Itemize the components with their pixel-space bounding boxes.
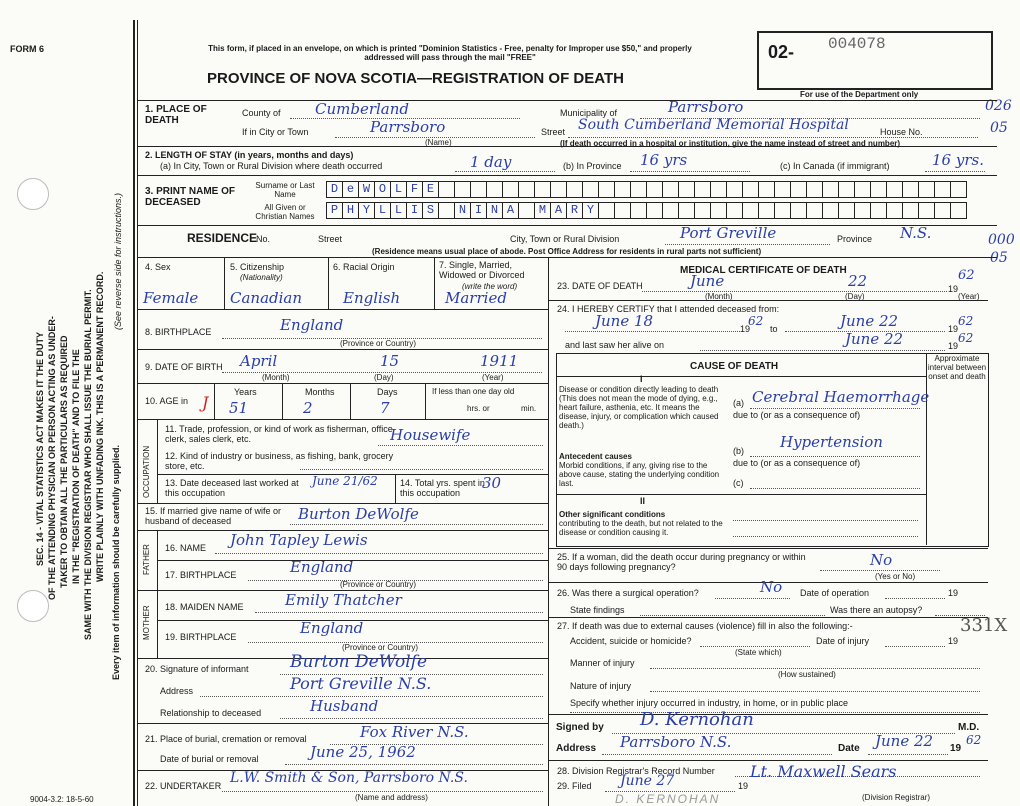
- instructions-note: (See reverse side for instructions.): [113, 192, 123, 330]
- letter-box[interactable]: [518, 181, 535, 198]
- letter-box[interactable]: [854, 181, 871, 198]
- letter-box[interactable]: [854, 202, 871, 219]
- county-value: Cumberland: [315, 100, 410, 118]
- letter-box[interactable]: [774, 202, 791, 219]
- medical-certificate-title: MEDICAL CERTIFICATE OF DEATH: [680, 265, 847, 276]
- letter-box[interactable]: [902, 181, 919, 198]
- age-years-value: 51: [229, 399, 249, 417]
- father-birthplace-value: England: [290, 558, 354, 576]
- attended-to-value: June 22: [840, 312, 899, 330]
- cause-of-death-title: CAUSE OF DEATH: [690, 361, 779, 372]
- given-names-boxes[interactable]: [326, 202, 966, 219]
- municipality-value: Parrsboro: [668, 98, 744, 116]
- letter-box[interactable]: [678, 181, 695, 198]
- permanent-record-note: WRITE PLAINLY WITH UNFADING INK. THIS IS A PERMANENT RECORD.: [95, 271, 105, 582]
- margin-code: 000: [988, 232, 1015, 248]
- letter-box[interactable]: [518, 202, 535, 219]
- letter-box[interactable]: H: [342, 202, 359, 219]
- last-saw-value: June 22: [845, 330, 904, 348]
- letter-box[interactable]: I: [406, 202, 423, 219]
- letter-box[interactable]: [630, 202, 647, 219]
- pregnancy-answer: No: [870, 551, 893, 569]
- cause-a-value: Cerebral Haemorrhage: [752, 388, 930, 406]
- binder-hole: [17, 178, 49, 210]
- letter-box[interactable]: I: [470, 202, 487, 219]
- surname-boxes[interactable]: [326, 181, 966, 198]
- letter-box[interactable]: R: [566, 202, 583, 219]
- letter-box[interactable]: [870, 202, 887, 219]
- trade-value: Housewife: [390, 426, 471, 444]
- stay-city-value: 1 day: [470, 153, 512, 171]
- letter-box[interactable]: [918, 202, 935, 219]
- letter-box[interactable]: [838, 181, 855, 198]
- letter-box[interactable]: [710, 202, 727, 219]
- letter-box[interactable]: [726, 202, 743, 219]
- left-frame: [133, 20, 135, 806]
- letter-box[interactable]: e: [342, 181, 359, 198]
- letter-box[interactable]: [950, 202, 967, 219]
- death-day-value: 22: [848, 272, 868, 290]
- letter-box[interactable]: [598, 181, 615, 198]
- letter-box[interactable]: [934, 202, 951, 219]
- letter-box[interactable]: [822, 181, 839, 198]
- sec-line: SEC. 14 - VITAL STATISTICS ACT MAKES IT THE DUTY: [35, 331, 45, 566]
- letter-box[interactable]: Y: [582, 202, 599, 219]
- letter-box[interactable]: [934, 181, 951, 198]
- letter-box[interactable]: A: [550, 202, 567, 219]
- letter-box[interactable]: [870, 181, 887, 198]
- father-name-value: John Tapley Lewis: [230, 531, 368, 549]
- letter-box[interactable]: [886, 202, 903, 219]
- stamp: D. KERNOHAN: [615, 792, 721, 806]
- letter-box[interactable]: [758, 181, 775, 198]
- age-months-value: 2: [303, 399, 313, 417]
- letter-box[interactable]: L: [390, 202, 407, 219]
- citizenship-value: Canadian: [230, 289, 303, 307]
- letter-box[interactable]: [886, 181, 903, 198]
- dob-month-value: April: [240, 352, 278, 370]
- letter-box[interactable]: L: [374, 202, 391, 219]
- letter-box[interactable]: S: [422, 202, 439, 219]
- letter-box[interactable]: [550, 181, 567, 198]
- physician-year: 62: [966, 733, 982, 747]
- residence-province-value: N.S.: [900, 224, 932, 242]
- letter-box[interactable]: [646, 181, 663, 198]
- attended-from-value: June 18: [595, 312, 654, 330]
- stay-province-value: 16 yrs: [640, 151, 688, 169]
- binder-hole: [17, 590, 49, 622]
- letter-box[interactable]: [582, 181, 599, 198]
- marital-status-value: Married: [445, 289, 507, 307]
- burial-place-value: Fox River N.S.: [360, 723, 469, 741]
- letter-box[interactable]: [838, 202, 855, 219]
- letter-box[interactable]: W: [358, 181, 375, 198]
- letter-box[interactable]: [742, 181, 759, 198]
- spouse-value: Burton DeWolfe: [298, 505, 419, 523]
- death-year-value: 62: [958, 268, 975, 283]
- physician-date: June 22: [875, 732, 934, 750]
- age-days-value: 7: [380, 399, 390, 417]
- margin-code: 026: [985, 98, 1012, 114]
- undertaker-value: L.W. Smith & Son, Parrsboro N.S.: [230, 770, 468, 786]
- letter-box[interactable]: [646, 202, 663, 219]
- attended-from-year: 62: [748, 314, 764, 328]
- letter-box[interactable]: [678, 202, 695, 219]
- letter-box[interactable]: [950, 181, 967, 198]
- sec-line: IN THE "REGISTRATION OF DEATH" AND TO FILE THE: [71, 349, 81, 584]
- letter-box[interactable]: [534, 181, 551, 198]
- letter-box[interactable]: [614, 202, 631, 219]
- physician-address: Parrsboro N.S.: [620, 733, 732, 751]
- letter-box[interactable]: [726, 181, 743, 198]
- burial-date-value: June 25, 1962: [310, 743, 416, 761]
- letter-box[interactable]: [790, 202, 807, 219]
- letter-box[interactable]: [742, 202, 759, 219]
- check-mark: J: [202, 393, 209, 412]
- careful-note: Every item of information should be carefully supplied.: [111, 444, 121, 680]
- place-of-death-label: 1. PLACE OF DEATH: [145, 104, 207, 126]
- registration-number: 004078: [828, 35, 886, 53]
- letter-box[interactable]: E: [422, 181, 439, 198]
- letter-box[interactable]: [630, 181, 647, 198]
- letter-box[interactable]: [694, 202, 711, 219]
- sex-value: Female: [143, 289, 199, 307]
- form-number: FORM 6: [10, 44, 45, 54]
- department-use-note: For use of the Department only: [800, 90, 919, 99]
- left-frame-inner: [137, 20, 138, 806]
- residence-city-value: Port Greville: [680, 224, 777, 242]
- letter-box[interactable]: Y: [358, 202, 375, 219]
- death-month-value: June: [690, 272, 725, 290]
- letter-box[interactable]: [758, 202, 775, 219]
- mother-birthplace-value: England: [300, 619, 364, 637]
- physician-signature: D. Kernohan: [640, 709, 754, 730]
- letter-box[interactable]: [902, 202, 919, 219]
- informant-relationship: Husband: [310, 697, 379, 715]
- racial-origin-value: English: [343, 289, 401, 307]
- registrar-signature: Lt. Maxwell Sears: [750, 762, 897, 781]
- letter-box[interactable]: [438, 202, 455, 219]
- letter-box[interactable]: [806, 202, 823, 219]
- attended-to-year: 62: [958, 314, 974, 328]
- letter-box[interactable]: F: [406, 181, 423, 198]
- sec-line: OF THE ATTENDING PHYSICIAN OR PERSON ACTING AS UNDER-: [47, 316, 57, 600]
- letter-box[interactable]: L: [390, 181, 407, 198]
- letter-box[interactable]: [662, 181, 679, 198]
- death-registration-form: FORM 6 This form, if placed in an envelope, on which is printed "Dominion Statistics - Free, penalty for Improper use $50," and properly addressed will pass through the mail "FREE" PROVINCE OF NOVA SCOTIA—REGISTRATION OF DEATH 02- 004078 For use of the Department only 026 05 000 05 SEC. 14 - VITAL STATISTICS ACT MAKES IT THE DUTY OF THE ATTENDING PHYSICIAN OR PERSON ACTING AS UNDER- TAKER TO OBTAIN ALL THE PARTICULARS AS REQUIRED IN THE "REGISTRATION OF DEATH" AND TO FILE THE SAME WITH THE DIVISION REGISTRAR WHO SHALL ISSUE THE BURIAL PERMIT. WRITE PLAINLY WITH UNFADING INK. THIS IS A PERMANENT RECORD. Every item of information should be carefully supplied. (See reverse side for instructions.) 1. PLACE OF DEATH County of Cumberland Municipality of Parrsboro If in City or Town Parrsboro (Name) Street South Cumberland Memorial Hospital House No. (If death occurred in a hospital or institution, give the name instead of street and number) 2. LENGTH OF STAY (in years, months and days) (a) In City, Town or Rural Division where death occurred 1 day (b) In Province 16 yrs (c) In Canada (if immigrant) 16 yrs. 3. PRINT NAME OF DECEASED Surname or Last Name All Given or Christian Names D e W O L F E P H Y L L I S N I N A M A R Y RESIDENCE No. Street City, Town or Rural Division Port Greville Province N.S. (Residence means usual place of abode. Post Office Address for residents in rural parts not sufficient) 4. Sex 5. Citizenship (Nationality) 6. Racial Origin 7. Single, Married, Widowed or Divorced (write the word) Female Canadian English Married 8. BIRTHPLACE England (Province or Country) 9. DATE OF BIRTH April 15 1911 (Month) (Day) (Year) 10. AGE in J Years Months Days 51 2 7 If less than one day old hrs. or min. OCCUPATION 11. Trade, profession, or kind of work as fisherman, office clerk, sales clerk, etc. Housewife 12. Kind of industry or business, as fishing, bank, grocery store, etc. 13. Date deceased last worked at this occupation June 21/62 14. Total yrs. spent in this occupation 30 15. If married give name of wife or husband of deceased Burton DeWolfe FATHER 16. NAME John Tapley Lewis 17. BIRTHPLACE England (Province or Country) MOTHER 18. MAIDEN NAME Emily Thatcher 19. BIRTHPLACE England (Province or Country) 20. Signature of informant Burton DeWolfe Address Port Greville N.S. Relationship to deceased Husband 21. Place of burial, cremation or removal Fox River N.S. Date of burial or removal June 25, 1962 22. UNDERTAKER L.W. Smith & Son, Parrsboro N.S. (Name and address) MEDICAL CERTIFICATE OF DEATH 23. DATE OF DEATH June 22 19 62 (Month) (Day) (Year) 24. I HEREBY CERTIFY that I attended deceased from: June 18 19 62 to June 22 19 62 and last saw her alive on June 22 19 62 CAUSE OF DEATH Approximate interval between onset and death I Disease or condition directly leading to death (This does not mean the mode of dying, e.g., heart failure, asthenia, etc. It means the disease, injury, or complication which caused death.) (a) Cerebral Haemorrhage due to (or as a consequence of) Hypertension Antecedent causes Morbid conditions, if any, giving rise to the above cause, stating the underlying condition last. (b) due to (or as a consequence of) (c) II Other significant conditions contributing to the death, but not related to the disease or condition causing it. 25. If a woman, did the death occur during pregnancy or within 90 days following pregnancy? No (Yes or No) 26. Was there a surgical operation? No Date of operation 19 State findings Was there an autopsy? 27. If death was due to external causes (violence) fill in also the following:- 331X Accident, suicide or homicide? (State which) Date of injury 19 Manner of injury (How sustained) Nature of injury Specify whether injury occurred in industry, in home, or in public place Signed by D. Kernohan M.D. Address Parrsboro N.S. Date June 22 19 62 28. Division Registrar's Record Number 29. Filed June 27 19 Lt. Maxwell Sears (Division Registrar) D. KERNOHAN 9004-3.2: 18-5-60: [0, 0, 1020, 806]
- letter-box[interactable]: [598, 202, 615, 219]
- letter-box[interactable]: N: [486, 202, 503, 219]
- cause-b-value: Hypertension: [780, 433, 883, 451]
- letter-box[interactable]: N: [454, 202, 471, 219]
- letter-box[interactable]: [694, 181, 711, 198]
- letter-box[interactable]: [486, 181, 503, 198]
- margin-code: 331X: [960, 615, 1008, 636]
- surgery-answer: No: [760, 578, 783, 596]
- footer-code: 9004-3.2: 18-5-60: [30, 795, 94, 804]
- letter-box[interactable]: [806, 181, 823, 198]
- envelope-note: This form, if placed in an envelope, on which is printed "Dominion Statistics - Free, penalty for Improper use $50," and properly addressed will pass through the mail "FREE": [208, 44, 692, 62]
- letter-box[interactable]: A: [502, 202, 519, 219]
- registration-prefix: 02-: [768, 42, 795, 62]
- informant-address: Port Greville N.S.: [290, 674, 432, 693]
- filed-date: June 27: [620, 773, 675, 789]
- letter-box[interactable]: [470, 181, 487, 198]
- last-saw-year: 62: [958, 331, 974, 345]
- dob-year-value: 1911: [480, 352, 519, 370]
- mother-maiden-value: Emily Thatcher: [285, 591, 402, 609]
- total-years-value: 30: [482, 474, 502, 492]
- sec-line: TAKER TO OBTAIN ALL THE PARTICULARS AS REQUIRED: [59, 335, 69, 588]
- stay-canada-value: 16 yrs.: [932, 151, 984, 169]
- letter-box[interactable]: [822, 202, 839, 219]
- margin-code: 05: [990, 250, 1008, 266]
- letter-box[interactable]: P: [326, 202, 343, 219]
- letter-box[interactable]: [662, 202, 679, 219]
- letter-box[interactable]: [710, 181, 727, 198]
- street-value: South Cumberland Memorial Hospital: [578, 117, 849, 133]
- last-worked-value: June 21/62: [312, 474, 378, 488]
- informant-signature: Burton DeWolfe: [290, 652, 428, 672]
- birthplace-value: England: [280, 316, 344, 334]
- letter-box[interactable]: D: [326, 181, 343, 198]
- margin-code: 05: [990, 120, 1008, 136]
- letter-box[interactable]: [614, 181, 631, 198]
- letter-box[interactable]: [566, 181, 583, 198]
- dob-day-value: 15: [380, 352, 400, 370]
- letter-box[interactable]: M: [534, 202, 551, 219]
- letter-box[interactable]: [918, 181, 935, 198]
- letter-box[interactable]: [790, 181, 807, 198]
- letter-box[interactable]: O: [374, 181, 391, 198]
- letter-box[interactable]: [454, 181, 471, 198]
- letter-box[interactable]: [438, 181, 455, 198]
- letter-box[interactable]: [502, 181, 519, 198]
- form-title: PROVINCE OF NOVA SCOTIA—REGISTRATION OF DEATH: [207, 70, 624, 87]
- sec-line: SAME WITH THE DIVISION REGISTRAR WHO SHALL ISSUE THE BURIAL PERMIT.: [83, 289, 93, 640]
- letter-box[interactable]: [774, 181, 791, 198]
- city-value: Parrsboro: [370, 118, 446, 136]
